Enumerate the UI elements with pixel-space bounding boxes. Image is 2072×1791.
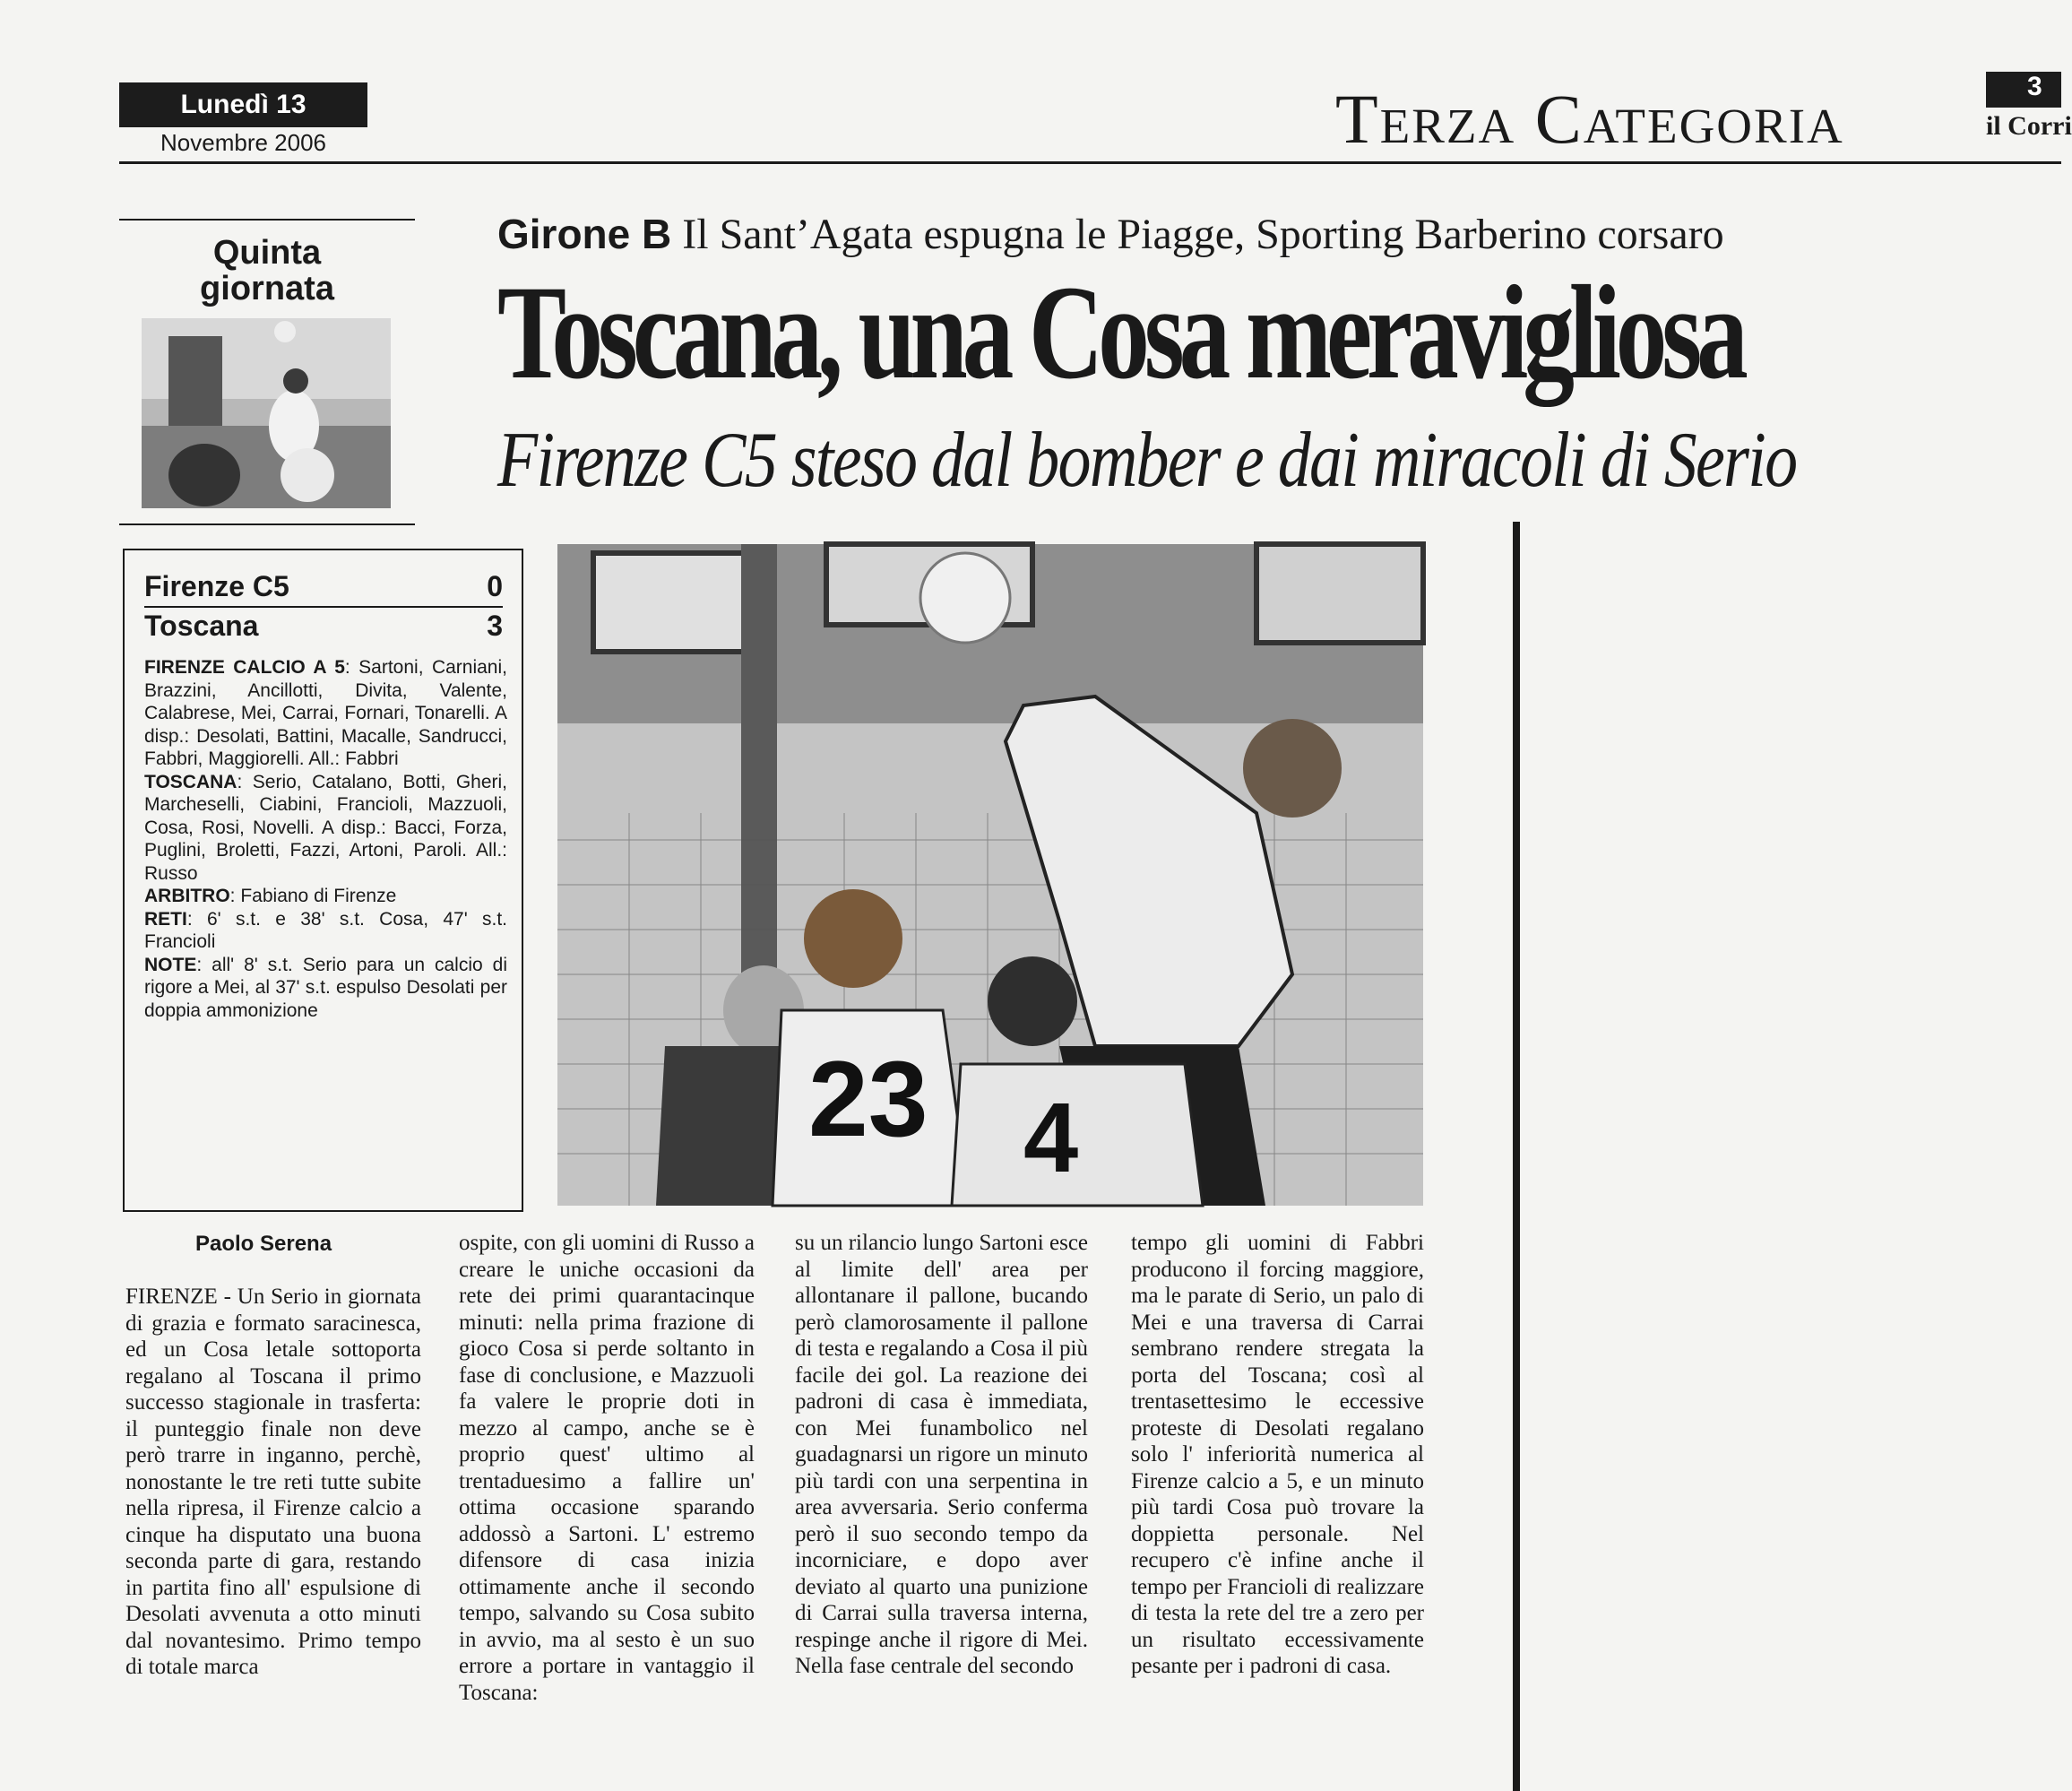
- match-photo: [557, 544, 1423, 1206]
- referee: ARBITRO: Fabiano di Firenze: [144, 886, 397, 906]
- date-day: Lunedì 13: [180, 90, 306, 119]
- score-row-away: [144, 610, 503, 643]
- subheadline: Firenze C5 steso dal bomber e dai miracoli di Serio: [497, 417, 1797, 504]
- header-rule: [119, 161, 2061, 164]
- section-title: Terza Categoria: [1335, 80, 1844, 158]
- article-column-2: ospite, con gli uomini di Russo a creare le uniche occasioni da rete dei primi quarantacinque minuti: nella prima frazione di gioco Cosa si perde soltanto in fase di conclusione, e Mazzuoli fa valere le proprie doti in mezzo al campo, anche se è proprio quest' ultimo al trentaduesimo a fallire un' ottima occasione sparando addossò a Sartoni. L' estremo difensore di casa inizia ottimamente anche il secondo tempo, salvando su Cosa subito in avvio, ma al sesto è un suo errore a portare in vantaggio il Toscana:: [459, 1231, 755, 1705]
- byline: Paolo Serena: [195, 1232, 332, 1256]
- round-label-line2: giornata: [200, 270, 334, 307]
- score-divider: [144, 606, 503, 608]
- round-label-line1: Quinta: [212, 234, 322, 272]
- date-month-year: Novembre 2006: [160, 129, 326, 156]
- round-label: [119, 235, 415, 307]
- kicker: [497, 210, 1724, 259]
- match-photo-scene: [557, 544, 1423, 1206]
- away-team: Toscana: [144, 610, 259, 642]
- jersey-number-4: 4: [1023, 1083, 1079, 1193]
- thumbnail-scene: [142, 318, 391, 508]
- lineups: [144, 656, 507, 1022]
- page-number: 3: [1986, 72, 2061, 108]
- newspaper-name: il Corri: [1986, 111, 2072, 141]
- lineup-away: TOSCANA: Serio, Catalano, Botti, Gheri, Marcheselli, Ciabini, Francioli, Mazzuoli, Cosa, Rosi, Novelli. A disp.: Bacci, Forza, Puglini, Broletti, Fazzi, Artoni, Paroli. All.: Russo: [144, 771, 507, 884]
- notes: NOTE: all' 8' s.t. Serio para un calcio di rigore a Mei, al 37' s.t. espulso Desolati per doppia ammonizione: [144, 954, 507, 1021]
- home-team: Firenze C5: [144, 570, 289, 602]
- sidebar-top-rule: [119, 219, 415, 221]
- goals: RETI: 6' s.t. e 38' s.t. Cosa, 47' s.t. Francioli: [144, 908, 507, 952]
- score-row-home: [144, 570, 503, 603]
- away-score: 3: [487, 610, 503, 642]
- page-edge-rule: [1513, 522, 1520, 1791]
- match-summary-box: [123, 549, 523, 1212]
- thumbnail-photo: [142, 318, 391, 508]
- kicker-text: Il Sant’Agata espugna le Piagge, Sporting Barberino corsaro: [682, 211, 1724, 258]
- home-score: 0: [487, 570, 503, 602]
- jersey-number-23: 23: [808, 1039, 928, 1159]
- lineup-home: FIRENZE CALCIO A 5: Sartoni, Carniani, Brazzini, Ancillotti, Divita, Valente, Calabrese, Mei, Carrai, Fornari, Tonarelli. A disp.: Desolati, Battini, Macalle, Sandrucci, Fabbri, Maggiorelli. All.: Fabbri: [144, 657, 507, 769]
- article-column-3: su un rilancio lungo Sartoni esce al limite dell' area per allontanare il pallone, bucando però clamorosamente il pallone di testa e regalando a Cosa il più facile dei gol. La reazione dei padroni di casa è immediata, con Mei funambolico nel guadagnarsi un rigore un minuto più tardi con una serpentina in area avversaria. Serio conferma però il suo secondo tempo da incorniciare, e dopo aver deviato al quarto una punizione di Carrai sulla traversa interna, respinge anche il rigore di Mei. Nella fase centrale del secondo: [795, 1231, 1089, 1678]
- headline: Toscana, una Cosa meravigliosa: [497, 258, 1743, 407]
- sidebar-bottom-rule: [119, 523, 415, 525]
- article-column-4: tempo gli uomini di Fabbri producono il forcing maggiore, ma le parate di Serio, un palo di Mei e una traversa di Carrai sembrano rendere stregata la porta del Toscana; così al trentasettesimo le eccessive proteste di Desolati regalano solo l' inferiorità numerica al Firenze calcio a 5, e un minuto più tardi Cosa può trovare la doppietta personale. Nel recupero c'è infine anche il tempo per Francioli di realizzare di testa la rete del tre a zero per un risultato eccessivamente pesante per i padroni di casa.: [1131, 1231, 1424, 1678]
- date-badge: [119, 82, 367, 127]
- kicker-label: Girone B: [497, 211, 672, 257]
- article-column-1: FIRENZE - Un Serio in giornata di grazia e formato saracinesca, ed un Cosa letale sottoporta regalano al Toscana il primo successo stagionale in trasferta: il punteggio finale non deve però trarre in inganno, perchè, nonostante le tre reti tutte subite nella ripresa, il Firenze calcio a cinque ha disputato una buona seconda parte di gara, restando in partita fino all' espulsione di Desolati avvenuta a otto minuti dal novantesimo. Primo tempo di totale marca: [125, 1285, 421, 1679]
